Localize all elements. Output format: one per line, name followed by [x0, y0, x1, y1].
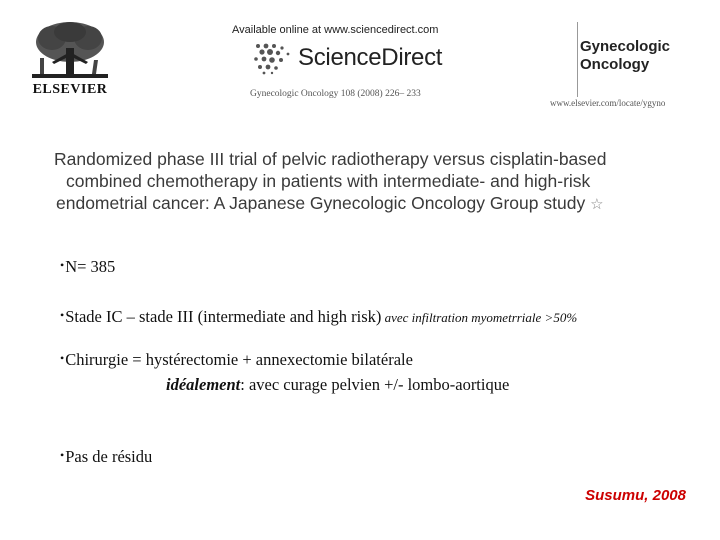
- bullet-text: N= 385: [65, 257, 116, 276]
- sciencedirect-wordmark: ScienceDirect: [298, 44, 443, 71]
- bullet-text: Chirurgie = hystérectomie + annexectomie bilatérale: [65, 350, 413, 369]
- footnote-star-icon: ☆: [590, 196, 604, 213]
- bullet-residual: [60, 447, 152, 467]
- paper-title-line3: [52, 192, 692, 216]
- bullet-stage: [60, 307, 577, 327]
- bullet-icon: •: [60, 351, 65, 365]
- sciencedirect-logo-icon: [252, 40, 296, 76]
- journal-citation: Gynecologic Oncology 108 (2008) 226– 233: [250, 89, 421, 99]
- paper-title-line3-text: endometrial cancer: A Japanese Gynecologic Oncology Group study: [56, 193, 586, 213]
- bullet-icon: •: [60, 308, 65, 322]
- bullet-text: Stade IC – stade III (intermediate and high risk): [65, 307, 382, 326]
- journal-title-line2: Oncology: [580, 56, 650, 73]
- bullet-icon: •: [60, 448, 65, 462]
- publisher-name: ELSEVIER: [32, 82, 108, 97]
- available-online-text: Available online at www.sciencedirect.com: [232, 24, 439, 36]
- journal-title: [580, 38, 670, 74]
- paper-title-line2: combined chemotherapy in patients with intermediate- and high-risk: [66, 171, 591, 191]
- paper-title: [52, 148, 692, 216]
- journal-title-line1: Gynecologic: [580, 38, 671, 55]
- bullet-surgery-detail: [166, 375, 509, 395]
- author-citation: Susumu, 2008: [585, 487, 686, 504]
- header-divider: [577, 22, 578, 97]
- bullet-surgery: [60, 350, 413, 370]
- bullet-sample-size: [60, 257, 115, 277]
- emphasis-text: idéalement: [166, 375, 241, 394]
- detail-text: : avec curage pelvien +/- lombo-aortique: [240, 375, 510, 394]
- bullet-text: Pas de résidu: [65, 447, 153, 466]
- bullet-icon: •: [60, 258, 65, 272]
- bullet-note: avec infiltration myometrriale >50%: [381, 310, 578, 325]
- paper-title-line1: Randomized phase III trial of pelvic radiotherapy versus cisplatin-based: [54, 149, 607, 169]
- journal-url: www.elsevier.com/locate/ygyno: [550, 98, 666, 108]
